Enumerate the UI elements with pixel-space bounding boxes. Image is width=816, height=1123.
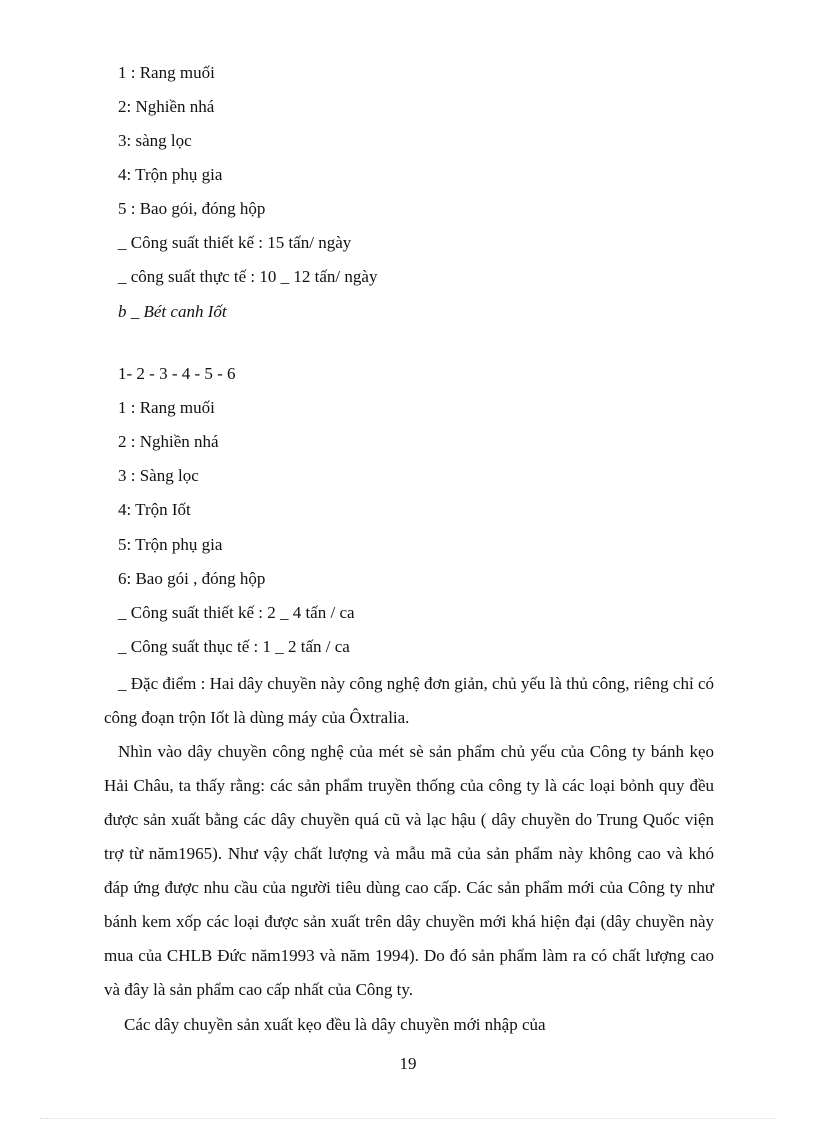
list-b-item: 3 : Sàng lọc [118,466,199,485]
analysis-paragraph: Nhìn vào dây chuyền công nghệ của mét sè sản phẩm chủ yếu của Công ty bánh kẹo Hải Châu, ta thấy rằng: các sản phẩm truyền thống của công ty là các loại bỏnh quy đều được sản xuất bằng các dây chuyền quá cũ và lạc hậu ( dây chuyền do Trung Quốc viện trợ từ năm1965). Như vậy chất lượng và mẫu mã của sản phẩm này không cao và khó đáp ứng được nhu cầu của người tiêu dùng cao cấp. Các sản phẩm mới của Công ty như bánh kem xốp các loại được sản xuất trên dây chuyền mới khá hiện đại (dây chuyền này mua của CHLB Đức năm1993 và năm 1994). Do đó sản phẩm làm ra có chất lượng cao và đây là sản phẩm cao cấp nhất của Công ty. [104,742,714,999]
footer-divider [40,1118,776,1119]
page-number: 19 [399,1054,417,1073]
list-b-item: 1 : Rang muối [118,398,215,417]
list-b-item: 5: Trộn phụ gia [118,535,223,554]
list-b-item: 2 : Nghiền nhá [118,432,219,451]
list-b-item: 4: Trộn Iốt [118,500,191,519]
list-a-capacity-design: _ Công suất thiết kế : 15 tấn/ ngày [118,233,352,252]
section-b-heading: b _ Bét canh Iốt [118,302,227,321]
list-b-capacity-actual: _ Công suất thục tế : 1 _ 2 tấn / ca [118,637,350,656]
list-a-capacity-actual: _ công suất thực tế : 10 _ 12 tấn/ ngày [118,267,378,286]
list-a-item: 3: sàng lọc [118,131,192,150]
list-a-item: 4: Trộn phụ gia [118,165,223,184]
list-a-item: 1 : Rang muối [118,63,215,82]
feature-paragraph: _ Đặc điểm : Hai dây chuyền này công nghệ đơn giản, chủ yếu là thủ công, riêng chỉ có công đoạn trộn Iốt là dùng máy của Ôxtralia. [104,674,714,727]
closing-line: Các dây chuyền sản xuất kẹo đều là dây chuyền mới nhập của [124,1015,546,1034]
list-b-item: 6: Bao gói , đóng hộp [118,569,266,588]
process-sequence: 1- 2 - 3 - 4 - 5 - 6 [118,364,236,383]
list-a-item: 2: Nghiền nhá [118,97,215,116]
list-a-item: 5 : Bao gói, đóng hộp [118,199,266,218]
list-b-capacity-design: _ Công suất thiết kế : 2 _ 4 tấn / ca [118,603,355,622]
